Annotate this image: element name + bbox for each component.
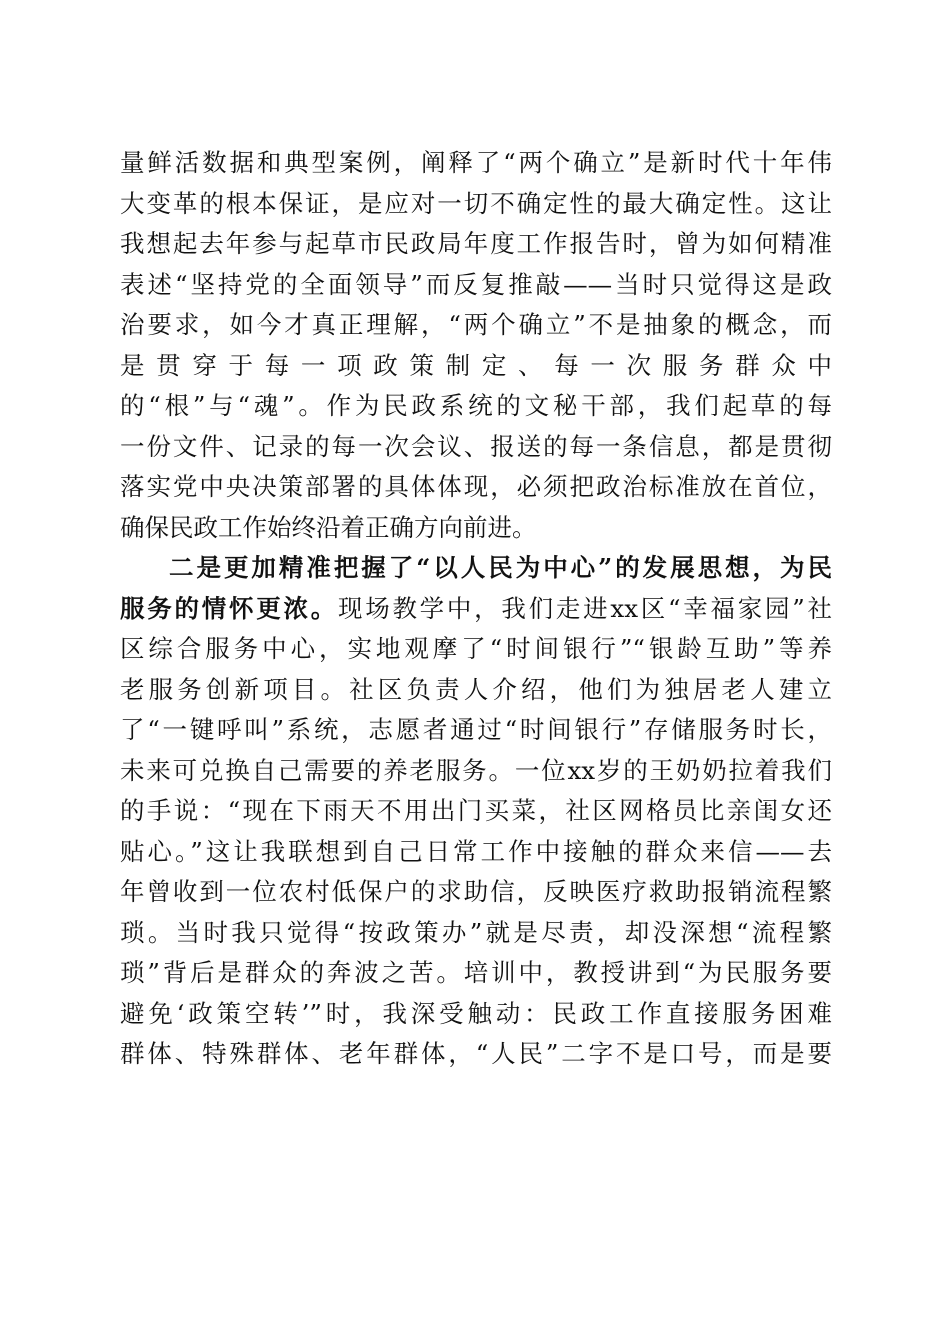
text-span: 现场教学中，我们走进xx区“幸福家园”社: [337, 593, 832, 623]
text-line: 老服务创新项目。社区负责人介绍，他们为独居老人建立: [120, 674, 832, 704]
text-line: 量鲜活数据和典型案例，阐释了“两个确立”是新时代十年伟: [120, 148, 832, 177]
text-line: 年曾收到一位农村低保户的求助信，反映医疗救助报销流程繁: [120, 877, 832, 906]
paragraph-heading: 二是更加精准把握了“以人民为中心”的发展思想，为民: [169, 553, 832, 582]
text-line: 了“一键呼叫”系统，志愿者通过“时间银行”存储服务时长，: [120, 715, 832, 744]
text-line: 区综合服务中心，实地观摩了“时间银行”“银龄互助”等养: [120, 634, 832, 663]
text-line: 落实党中央决策部署的具体体现，必须把政治标准放在首位，: [120, 472, 832, 501]
text-line: 的手说：“现在下雨天不用出门买菜，社区网格员比亲闺女还: [120, 796, 832, 825]
text-line: 琐。当时我只觉得“按政策办”就是尽责，却没深想“流程繁: [120, 917, 832, 947]
text-line: 避免‘政策空转’”时，我深受触动：民政工作直接服务困难: [120, 998, 832, 1028]
paragraph-heading-end: 服务的情怀更浓。: [120, 593, 338, 623]
text-line: 治要求，如今才真正理解，“两个确立”不是抽象的概念，而: [120, 310, 832, 339]
text-line: 确保民政工作始终沿着正确方向前进。: [120, 512, 537, 542]
text-line: 群体、特殊群体、老年群体，“人民”二字不是口号，而是要: [120, 1039, 832, 1068]
text-line: [120, 589, 832, 630]
text-line: 我想起去年参与起草市民政局年度工作报告时，曾为如何精准: [120, 229, 832, 258]
text-line: 的“根”与“魂”。作为民政系统的文秘干部，我们起草的每: [120, 391, 832, 420]
text-line: 大变革的根本保证，是应对一切不确定性的最大确定性。这让: [120, 188, 832, 218]
text-line: 贴心。”这让我联想到自己日常工作中接触的群众来信——去: [120, 836, 832, 866]
text-line: 未来可兑换自己需要的养老服务。一位xx岁的王奶奶拉着我们: [120, 755, 832, 785]
text-line: 是贯穿于每一项政策制定、每一次服务群众中: [120, 350, 832, 380]
text-line: 琐”背后是群众的奔波之苦。培训中，教授讲到“为民服务要: [120, 958, 832, 987]
document-body: [120, 143, 832, 1075]
text-line: 一份文件、记录的每一次会议、报送的每一条信息，都是贯彻: [120, 431, 832, 461]
text-line: 表述“坚持党的全面领导”而反复推敲——当时只觉得这是政: [120, 269, 832, 299]
